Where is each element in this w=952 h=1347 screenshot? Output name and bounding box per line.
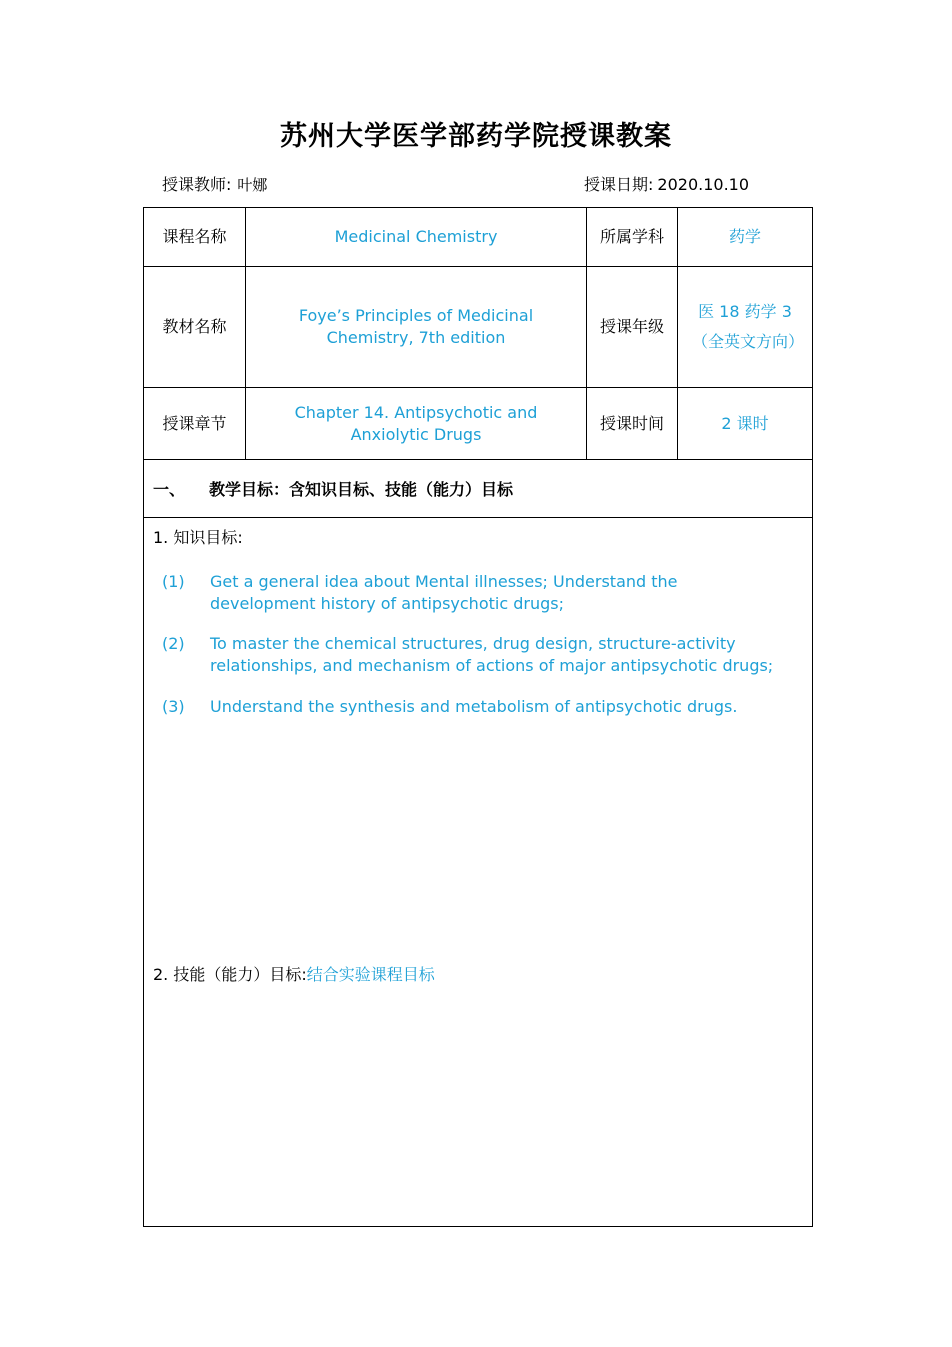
teacher-label: 授课教师: <box>162 175 232 194</box>
teacher-name: 叶娜 <box>237 176 268 194</box>
teacher-line <box>162 172 267 195</box>
goal-text: Get a general idea about Mental illnesses; Understand the development history of antipsychotic drugs; <box>210 572 678 613</box>
skill-goals-line <box>153 962 435 985</box>
class-hours-label: 授课时间 <box>587 388 678 459</box>
section-title: 教学目标：含知识目标、技能（能力）目标 <box>209 480 514 499</box>
date-label: 授课日期: <box>584 175 654 194</box>
knowledge-goals-heading: 1. 知识目标: <box>153 528 243 547</box>
section-number: 一、 <box>153 480 186 499</box>
chapter-label: 授课章节 <box>144 388 246 459</box>
goal-text: Understand the synthesis and metabolism of antipsychotic drugs. <box>210 697 738 716</box>
table-row-chapter <box>144 388 812 460</box>
goal-index: (2) <box>162 634 185 653</box>
grade-value: 医 18 药学 3（全英文方向） <box>692 302 805 351</box>
goal-index: (3) <box>162 697 185 716</box>
course-name-label: 课程名称 <box>144 208 246 266</box>
skill-goals-heading: 2. 技能（能力）目标: <box>153 965 307 984</box>
discipline-label: 所属学科 <box>587 208 678 266</box>
skill-goals-value: 结合实验课程目标 <box>306 965 435 984</box>
date-line <box>584 172 749 195</box>
textbook-label: 教材名称 <box>144 267 246 387</box>
grade-label: 授课年级 <box>587 267 678 387</box>
class-hours-value: 2 课时 <box>721 413 769 433</box>
page-title: 苏州大学医学部药学院授课教案 <box>280 121 672 152</box>
date-value: 2020.10.10 <box>657 175 750 194</box>
course-name-value: Medicinal Chemistry <box>246 208 587 266</box>
lesson-plan-table <box>143 207 813 1227</box>
goal-text: To master the chemical structures, drug design, structure-activity relationships, and mechanism of actions of major antipsychotic drugs; <box>210 634 774 675</box>
discipline-value: 药学 <box>728 227 761 246</box>
goal-index: (1) <box>162 572 185 591</box>
section-teaching-goals-heading <box>144 460 812 518</box>
chapter-value: Chapter 14. Antipsychotic and Anxiolytic Drugs <box>246 388 587 459</box>
table-row-textbook <box>144 267 812 388</box>
table-row-course <box>144 208 812 267</box>
textbook-value: Foye’s Principles of Medicinal Chemistry, 7th edition <box>246 267 587 387</box>
